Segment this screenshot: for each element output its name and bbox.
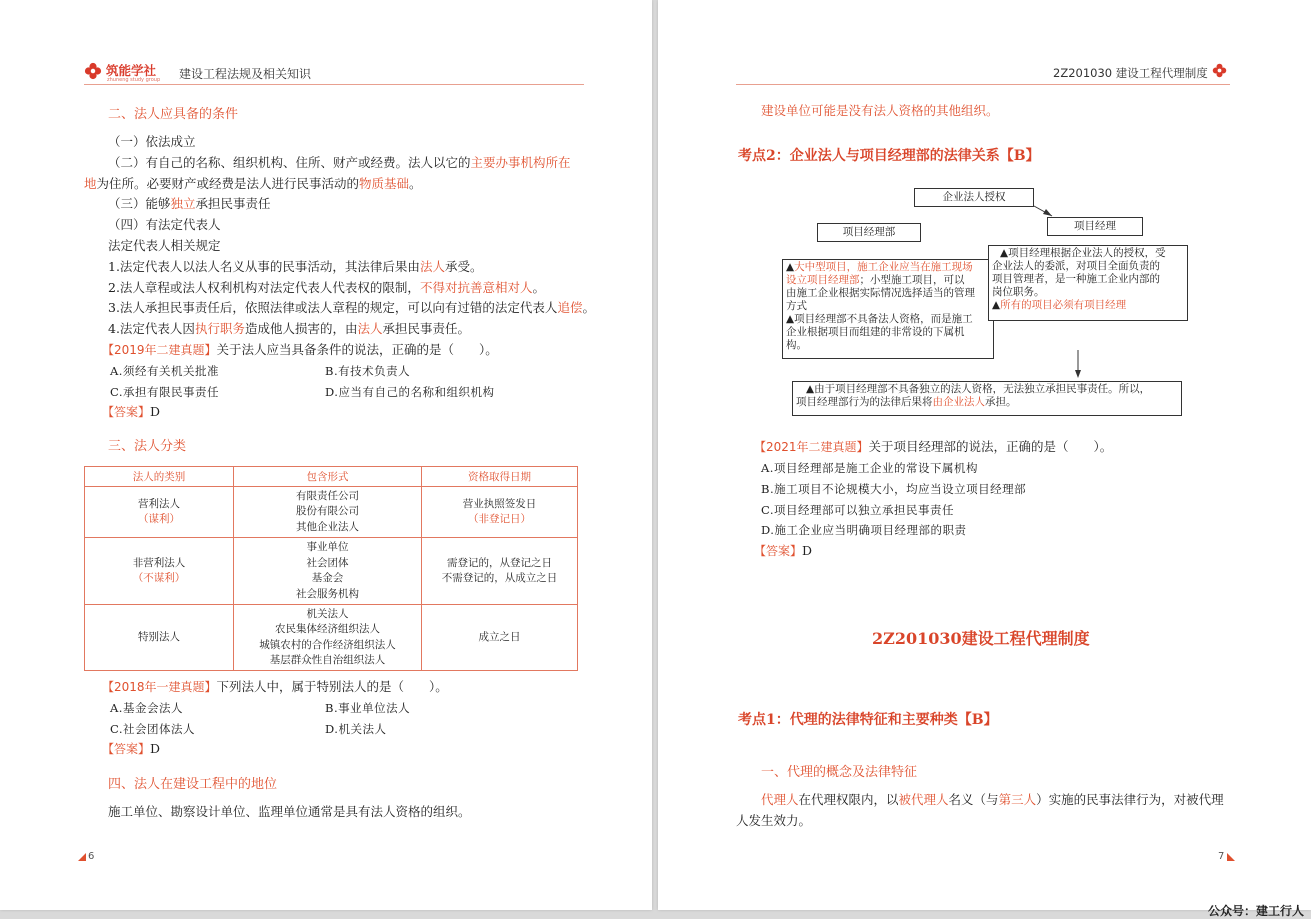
logo-name: 筑能学社 xyxy=(106,63,157,78)
option: A.基金会法人 xyxy=(110,701,183,715)
table-header: 法人的类别 xyxy=(85,467,234,487)
table-cell: 非营利法人 （不谋利） xyxy=(85,538,234,605)
table-cell: 特别法人 xyxy=(85,605,234,671)
answer: 【答案】D xyxy=(102,741,161,756)
option: C.项目经理部可以独立承担民事责任 xyxy=(761,503,955,517)
section-title: 三、法人分类 xyxy=(108,439,187,454)
table-cell: 有限责任公司 股份有限公司 其他企业法人 xyxy=(234,487,422,538)
paragraph: （二）有自己的名称、组织机构、住所、财产或经费。法人以它的主要办事机构所在 xyxy=(108,155,571,170)
table-row xyxy=(85,605,578,671)
table-row xyxy=(85,487,578,538)
option: D.施工企业应当明确项目经理部的职责 xyxy=(761,523,967,537)
table-cell: 机关法人 农民集体经济组织法人 城镇农村的合作经济组织法人 基层群众性自治组织法人 xyxy=(234,605,422,671)
diagram-connectors xyxy=(658,0,1311,430)
option: B.有技术负责人 xyxy=(325,364,411,378)
section-title: 四、法人在建设工程中的地位 xyxy=(108,777,278,792)
option: B.事业单位法人 xyxy=(325,701,411,715)
answer: 【答案】D xyxy=(102,404,161,419)
paragraph: 地为住所。必要财产或经费是法人进行民事活动的物质基础。 xyxy=(84,176,422,191)
paragraph: 4.法定代表人因执行职务造成他人损害的，由法人承担民事责任。 xyxy=(108,321,470,336)
table-cell: 营利法人 （谋利） xyxy=(85,487,234,538)
paragraph: （四）有法定代表人 xyxy=(108,217,221,232)
paragraph: （一）依法成立 xyxy=(108,134,196,149)
option: B.施工项目不论规模大小，均应当设立项目经理部 xyxy=(761,482,1027,496)
answer: 【答案】D xyxy=(754,543,813,558)
manager-info-box: ▲项目经理根据企业法人的授权，受 企业法人的委派，对项目全面负责的 项目管理者，是一种施工企业内部的 岗位职务。 ▲所有的项目必须有项目经理 xyxy=(988,245,1188,321)
question: 【2021年二建真题】关于项目经理部的说法，正确的是（ ）。 xyxy=(754,439,1113,454)
conclusion-box: ▲由于项目经理部不具备独立的法人资格，无法独立承担民事责任。所以， 项目经理部行为的法律后果将由企业法人承担。 xyxy=(792,381,1182,416)
paragraph: 代理人在代理权限内，以被代理人名义（与第三人）实施的民事法律行为，对被代理 xyxy=(761,792,1224,807)
table-header: 资格取得日期 xyxy=(422,467,578,487)
page-number: 6 xyxy=(88,851,95,862)
flower-logo-icon xyxy=(84,62,102,80)
paragraph: 人发生效力。 xyxy=(736,813,812,828)
option: D.应当有自己的名称和组织机构 xyxy=(325,385,495,399)
option: A.项目经理部是施工企业的常设下属机构 xyxy=(761,461,978,475)
option: A.须经有关机关批准 xyxy=(110,364,219,378)
paragraph: 施工单位、勘察设计单位、监理单位通常是具有法人资格的组织。 xyxy=(108,804,471,819)
logo-subtitle: zhuneng study group xyxy=(107,77,161,83)
paragraph: 法定代表人相关规定 xyxy=(108,238,221,253)
key-point-title: 考点1：代理的法律特征和主要种类【B】 xyxy=(738,712,998,728)
project-manager-box: 项目经理 xyxy=(1047,217,1143,236)
table-cell: 营业执照签发日 （非登记日） xyxy=(422,487,578,538)
chapter-title: 2Z201030建设工程代理制度 xyxy=(872,629,1090,648)
page-corner-icon xyxy=(1227,853,1235,861)
question: 【2019年二建真题】关于法人应当具备条件的说法，正确的是（ ）。 xyxy=(102,342,498,357)
header-title: 2Z201030 建设工程代理制度 xyxy=(1053,66,1208,80)
question: 【2018年一建真题】下列法人中，属于特别法人的是（ ）。 xyxy=(102,679,448,694)
option: C.承担有限民事责任 xyxy=(110,385,220,399)
paragraph: 2.法人章程或法人权利机构对法定代表人代表权的限制，不得对抗善意相对人。 xyxy=(108,280,545,295)
section-title: 二、法人应具备的条件 xyxy=(108,107,239,122)
project-dept-box: 项目经理部 xyxy=(817,223,921,242)
table-cell: 需登记的，从登记之日 不需登记的，从成立之日 xyxy=(422,538,578,605)
table-cell: 成立之日 xyxy=(422,605,578,671)
authorization-box: 企业法人授权 xyxy=(914,188,1034,207)
header-title: 建设工程法规及相关知识 xyxy=(179,67,312,81)
classification-table xyxy=(84,466,578,671)
right-page xyxy=(658,0,1311,910)
option: C.社会团体法人 xyxy=(110,722,196,736)
key-point-title: 考点2：企业法人与项目经理部的法律关系【B】 xyxy=(738,148,1040,164)
paragraph: 3.法人承担民事责任后，依照法律或法人章程的规定，可以向有过错的法定代表人追偿。 xyxy=(108,300,595,315)
option: D.机关法人 xyxy=(325,722,387,736)
paragraph: （三）能够独立承担民事责任 xyxy=(108,196,271,211)
table-header: 包含形式 xyxy=(234,467,422,487)
watermark: 公众号：建工行人 xyxy=(1208,904,1305,918)
table-cell: 事业单位 社会团体 基金会 社会服务机构 xyxy=(234,538,422,605)
paragraph: 1.法定代表人以法人名义从事的民事活动，其法律后果由法人承受。 xyxy=(108,259,483,274)
paragraph: 建设单位可能是没有法人资格的其他组织。 xyxy=(761,103,999,118)
header-divider xyxy=(84,84,584,85)
left-page xyxy=(0,0,652,910)
dept-info-box: ▲大中型项目，施工企业应当在施工现场 设立项目经理部；小型施工项目，可以 由施工企业根据实际情况选择适当的管理 方式 ▲项目经理部不具备法人资格，而是施工 企业根据项目而组建的非常设的下属机 构。 xyxy=(782,259,994,359)
section-title: 一、代理的概念及法律特征 xyxy=(761,765,918,780)
table-row xyxy=(85,538,578,605)
page-number: 7 xyxy=(1218,851,1225,862)
page-corner-icon xyxy=(78,853,86,861)
